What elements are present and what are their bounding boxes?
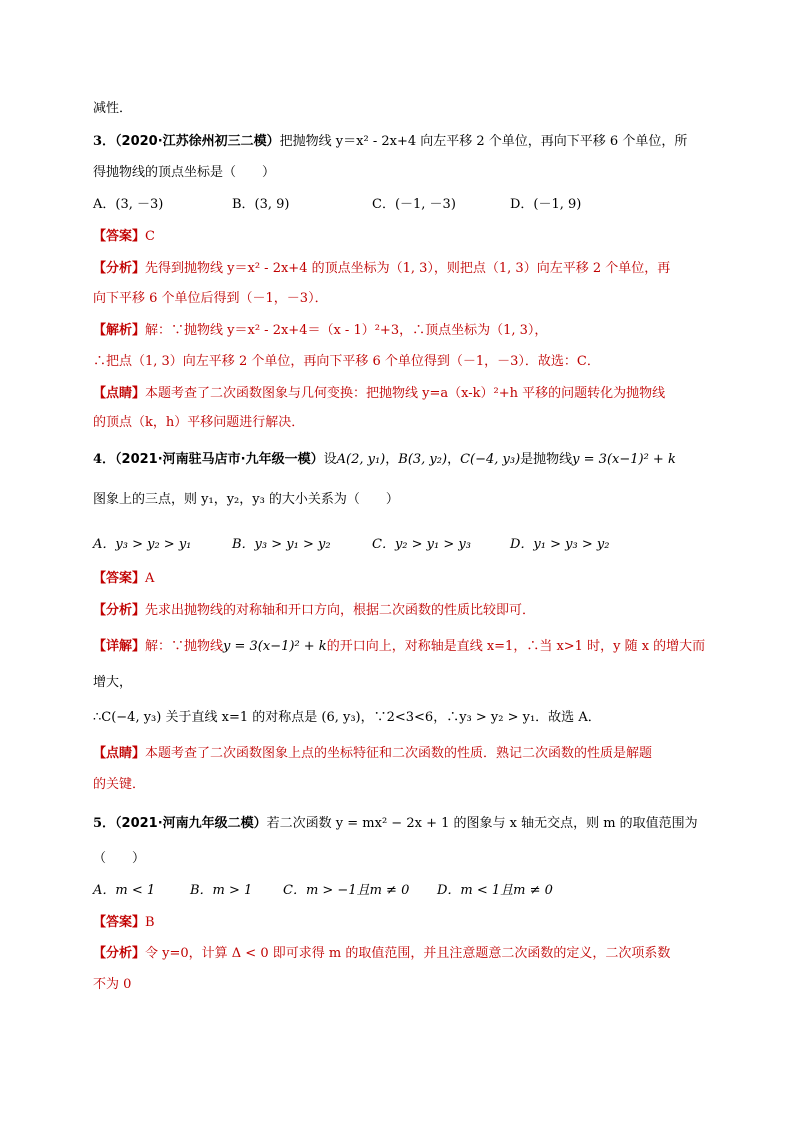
question-4-stem-cont: 图象上的三点，则 y₁，y₂，y₃ 的大小关系为（ ） [93, 492, 399, 507]
answer-tag: 【答案】 [93, 915, 146, 930]
comment-tag: 【点睛】 [93, 386, 146, 401]
analysis-tag: 【分析】 [93, 946, 146, 961]
question-4-stem: 4．（2021·河南驻马店市·九年级一模）设A(2, y₁)，B(3, y₂)，C(−4, y₃)是抛物线y = 3(x−1)² + k [93, 452, 676, 467]
parabola-formula: y = 3(x−1)² + k [223, 639, 327, 654]
option-a: A．y₃ > y₂ > y₁ [93, 537, 192, 552]
question-source: （2020·江苏徐州初三二模） [115, 134, 280, 149]
option-c: C．y₂ > y₁ > y₃ [372, 537, 471, 552]
option-a: A．m < 1 [93, 883, 156, 898]
question-3-stem [93, 133, 687, 151]
option-d: D．y₁ > y₃ > y₂ [510, 537, 610, 552]
analysis-tag: 【分析】 [93, 603, 146, 618]
comment-tag: 【点睛】 [93, 746, 146, 761]
option-b: B．(3, 9) [232, 197, 290, 212]
point-b: B(3, y₂) [398, 452, 448, 467]
parabola-formula: y = 3(x−1)² + k [572, 452, 676, 467]
detail-line-cont: 增大， [93, 675, 133, 690]
detail-line: 【详解】解：∵抛物线y = 3(x−1)² + k的开口向上，对称轴是直线 x=1，∴当 x>1 时，y 随 x 的增大而 [93, 639, 706, 654]
question-number: 3． [93, 134, 116, 149]
question-source: （2021·河南九年级二模） [115, 816, 267, 831]
analysis-line-cont: 向下平移 6 个单位后得到（－1，－3）． [93, 291, 328, 306]
option-c: C．m > −1且m ≠ 0 [283, 883, 410, 898]
comment-line-cont: 的顶点（k，h）平移问题进行解决． [93, 415, 305, 430]
answer-line [93, 228, 155, 246]
solution-line-cont: ∴把点（1, 3）向左平移 2 个单位，再向下平移 6 个单位得到（－1，－3）．故选：C． [93, 354, 600, 369]
solution-tag: 【解析】 [93, 323, 146, 338]
question-number: 5． [93, 816, 116, 831]
analysis-tag: 【分析】 [93, 261, 146, 276]
question-source: （2021·河南驻马店市·九年级一模） [115, 452, 324, 467]
comment-line: 【点睛】本题考查了二次函数图象与几何变换：把抛物线 y=a（x-k）²+h 平移的问题转化为抛物线 [93, 386, 666, 401]
analysis-line-cont: 不为 0 [93, 977, 132, 992]
option-b: B．y₃ > y₁ > y₂ [232, 537, 331, 552]
analysis-line: 【分析】令 y=0，计算 Δ < 0 即可求得 m 的取值范围，并且注意题意二次函数的定义，二次项系数 [93, 946, 671, 961]
comment-line: 【点睛】本题考查了二次函数图象上点的坐标特征和二次函数的性质．熟记二次函数的性质是解题 [93, 746, 653, 761]
option-c: C．(－1, －3) [372, 197, 456, 212]
solution-line: 【解析】解：∵抛物线 y＝x² - 2x+4＝（x - 1）²+3，∴顶点坐标为（1, 3）， [93, 323, 548, 338]
option-b: B．m > 1 [190, 883, 253, 898]
analysis-line: 【分析】先得到抛物线 y＝x² - 2x+4 的顶点坐标为（1, 3），则把点（1, 3）向左平移 2 个单位，再 [93, 261, 671, 276]
detail-tag: 【详解】 [93, 639, 146, 654]
question-3-stem-cont: 得抛物线的顶点坐标是（ ） [93, 165, 276, 180]
comment-line-cont: 的关键． [93, 777, 146, 792]
answer-line [93, 570, 154, 588]
answer-value: C [145, 229, 155, 244]
answer-tag: 【答案】 [93, 571, 146, 586]
point-a: A(2, y₁) [336, 452, 386, 467]
question-number: 4． [93, 452, 116, 467]
question-5-stem: 5．（2021·河南九年级二模）若二次函数 y = mx² − 2x + 1 的图象与 x 轴无交点，则 m 的取值范围为 [93, 816, 698, 831]
answer-value: A [145, 571, 155, 586]
option-d: D．(－1, 9) [510, 197, 582, 212]
answer-value: B [145, 915, 155, 930]
option-d: D．m < 1且m ≠ 0 [437, 883, 553, 898]
point-c: C(−4, y₃) [460, 452, 521, 467]
continuation-text: 减性． [93, 101, 133, 116]
question-5-stem-cont: （ ） [93, 851, 146, 866]
detail-line-conclusion: ∴C(−4, y₃) 关于直线 x=1 的对称点是 (6, y₃)，∵2<3<6，∴y₃ > y₂ > y₁．故选 A． [93, 710, 601, 725]
option-a: A．(3, －3) [93, 197, 164, 212]
answer-tag: 【答案】 [93, 229, 146, 244]
answer-line [93, 914, 155, 932]
question-text: 把抛物线 y＝x² - 2x+4 向左平移 2 个单位，再向下平移 6 个单位，所 [279, 134, 688, 149]
analysis-line: 【分析】先求出抛物线的对称轴和开口方向，根据二次函数的性质比较即可． [93, 603, 536, 618]
